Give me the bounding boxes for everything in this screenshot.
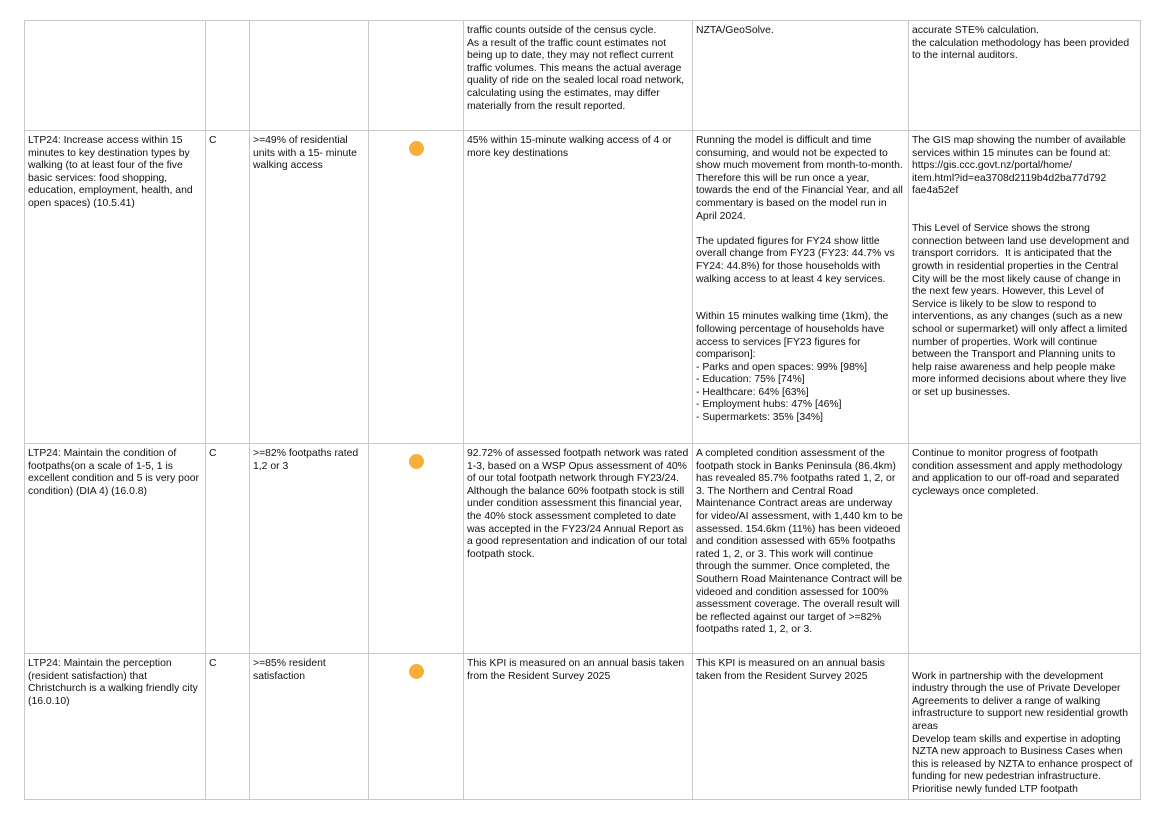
measure-text: LTP24: Maintain the perception (resident satisfaction) that Christchurch is a walking friendly city (16.0.10)	[28, 658, 201, 707]
actions-text: accurate STE% calculation. the calculation methodology has been provided to the internal auditors.	[912, 25, 1130, 62]
result-cell	[464, 444, 693, 654]
commentary-text: A completed condition assessment of the footpath stock in Banks Peninsula (86.4km) has revealed 85.7% footpaths rated 1, 2, or 3. The Northern and Central Road Maintenance Contract areas are underway for video/AI assessment, with 1,440 km to be assessed. 154.6km (11%) has been videoed and condition assessed with 65% footpaths rated 1, 2, or 3. This work will continue through the summer. Once completed, the Southern Road Maintenance Contract will be videoed and condition assessed for 100% assessment coverage. The overall result will be reflected against our target of >=82% footpaths rated 1, 2, or 3.	[696, 448, 906, 636]
target-cell	[250, 131, 369, 444]
target-cell	[250, 444, 369, 654]
actions-cell	[909, 131, 1141, 444]
target-text: >=82% footpaths rated 1,2 or 3	[253, 448, 362, 472]
table-row	[25, 21, 1141, 131]
commentary-cell	[693, 21, 909, 131]
actions-cell	[909, 654, 1141, 800]
type-cell	[206, 654, 250, 800]
target-text: >=85% resident satisfaction	[253, 658, 329, 682]
target-text: >=49% of residential units with a 15- minute walking access	[253, 135, 360, 172]
table-row	[25, 444, 1141, 654]
result-cell	[464, 131, 693, 444]
measure-text: LTP24: Increase access within 15 minutes to key destination types by walking (to at least four of the five basic services: food shopping, education, employment, health, and open spaces) (10.5.41)	[28, 135, 196, 209]
commentary-cell	[693, 131, 909, 444]
commentary-text: This KPI is measured on an annual basis taken from the Resident Survey 2025	[696, 658, 888, 682]
status-cell	[369, 654, 464, 800]
status-cell	[369, 21, 464, 131]
type-text: C	[209, 135, 217, 146]
actions-text: The GIS map showing the number of available services within 15 minutes can be found at: https://gis.ccc.govt.nz/portal/home/ item.html?id=ea3708d2119b4d2ba77d792 fae4a52ef This Level of Service shows the strong connection between land use development and transport corridors. It is anticipated that the growth in residential properties in the Central City will be the most likely cause of change in the next few years. However, this Level of Service is likely to be slow to respond to interventions, as any changes (such as a new school or supermarket) will only affect a limited number of properties. Work will continue between the Transport and Planning units to help raise awareness and help people make more informed decisions about where they live or set up businesses.	[912, 135, 1130, 398]
target-cell	[250, 21, 369, 131]
actions-cell	[909, 21, 1141, 131]
result-text: 92.72% of assessed footpath network was rated 1-3, based on a WSP Opus assessment of 40% of our total footpath network through FY23/24. Although the balance 60% footpath stock is still under condition assessment this financial year, the 40% stock assessment completed to date was accepted in the FY23/24 Annual Report as a good representation and indication of our total footpath stock.	[467, 448, 692, 560]
result-text: 45% within 15-minute walking access of 4 or more key destinations	[467, 135, 675, 159]
type-text: C	[209, 658, 217, 669]
amber-status-dot-icon	[409, 664, 424, 679]
table-row	[25, 654, 1141, 800]
amber-status-dot-icon	[409, 141, 424, 156]
status-cell	[369, 444, 464, 654]
kpi-table	[24, 20, 1141, 800]
measure-cell	[25, 131, 206, 444]
amber-status-dot-icon	[409, 454, 424, 469]
commentary-cell	[693, 444, 909, 654]
commentary-text: NZTA/GeoSolve.	[696, 25, 774, 36]
measure-cell	[25, 654, 206, 800]
result-text: traffic counts outside of the census cycle. As a result of the traffic count estimates not being up to date, they may not reflect current traffic volumes. This means the actual average quality of ride on the sealed local road network, calculating using the estimates, may differ materially from the result reported.	[467, 25, 685, 112]
status-cell	[369, 131, 464, 444]
measure-cell	[25, 21, 206, 131]
result-text: This KPI is measured on an annual basis taken from the Resident Survey 2025	[467, 658, 688, 682]
result-cell	[464, 21, 693, 131]
type-cell	[206, 444, 250, 654]
type-text: C	[209, 448, 217, 459]
target-cell	[250, 654, 369, 800]
type-cell	[206, 21, 250, 131]
result-cell	[464, 654, 693, 800]
measure-cell	[25, 444, 206, 654]
actions-text: Continue to monitor progress of footpath condition assessment and apply methodology and application to our off-road and separated cycleways once completed.	[912, 448, 1126, 497]
actions-cell	[909, 444, 1141, 654]
table-row	[25, 131, 1141, 444]
type-cell	[206, 131, 250, 444]
measure-text: LTP24: Maintain the condition of footpaths(on a scale of 1-5, 1 is excellent condition and 5 is very poor condition) (DIA 4) (16.0.8)	[28, 448, 202, 497]
commentary-cell	[693, 654, 909, 800]
commentary-text: Running the model is difficult and time consuming, and would not be expected to show much movement from month-to-month. Therefore this will be run once a year, towards the end of the Financial Year, and all commentary is based on the model run in April 2024. The updated figures for FY24 show little overall change from FY23 (FY23: 44.7% vs FY24: 44.8%) for those households with walking access to at least 4 key services. Within 15 minutes walking time (1km), the following percentage of households have access to services [FY23 figures for comparison]: - Parks and open spaces: 99% [98%] - Education: 75% [74%] - Healthcare: 64% [63%] - Employment hubs: 47% [46%] - Supermarkets: 35% [34%]	[696, 135, 903, 424]
actions-text: Work in partnership with the development industry through the use of Private Developer Agreements to deliver a range of walking infrastructure to support new residential growth areas Develop team skills and expertise in adopting NZTA new approach to Business Cases when this is released by NZTA to enhance prospect of funding for new pedestrian infrastructure. Prioritise newly funded LTP footpath	[912, 670, 1133, 795]
